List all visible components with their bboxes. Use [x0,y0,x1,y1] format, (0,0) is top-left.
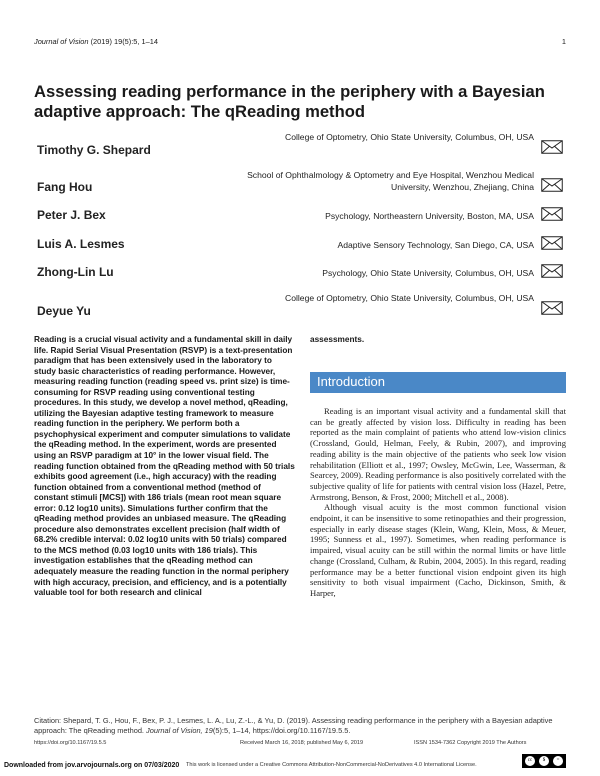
abstract-continuation: assessments. [310,335,365,344]
introduction-text [310,406,566,599]
issn: ISSN 1534-7362 Copyright 2019 The Authors [414,740,527,746]
license-text[interactable]: This work is licensed under a Creative Commons Attribution-NonCommercial-NoDerivatives 4.0 International License. [186,762,477,768]
envelope-icon[interactable] [541,236,563,250]
article-title: Assessing reading performance in the periphery with a Bayesian adaptive approach: The qReading method [34,82,545,121]
envelope-icon[interactable] [541,140,563,154]
envelope-icon[interactable] [541,178,563,192]
doi-link[interactable]: https://doi.org/10.1167/19.5.5 [34,740,107,746]
author-affiliation: Psychology, Northeastern University, Boston, MA, USA [325,211,534,221]
envelope-icon[interactable] [541,264,563,278]
citation-suffix: (5):5, 1–14, https://doi.org/10.1167/19.5.5. [212,725,351,735]
envelope-icon[interactable] [541,301,563,315]
author-affiliation: School of Ophthalmology & Optometry and Eye Hospital, Wenzhou Medical University, Wenzhou, Zhejiang, China [247,170,534,192]
author-name: Deyue Yu [37,304,91,318]
author-affiliation: Adaptive Sensory Technology, San Diego, CA, USA [337,240,534,250]
citation [34,716,574,735]
journal-issue: (2019) 19(5):5, 1–14 [88,37,158,46]
citation-journal: Journal of Vision, 19 [146,725,213,735]
paragraph: Reading is an important visual activity and a fundamental skill that can be greatly affected by vision loss. Difficulty in reading has been reported as the main complaint of patients who attend low-vision clinics (Crossland, Gould, Helman, Feely, & Rubin, 2007), and improving reading ability is the main objective of the patients who seek low vision rehabilitation (Elliott et al., 1997; Owsley, McGwin, Lee, Wasserman, & Searcey, 2009). Reading performance is also positively correlated with the subjective quality of life for patients with central vision loss (Hazel, Petre, Armstrong, Benson, & Frost, 2000; Mitchell et al., 2008). [310,406,566,502]
author-name: Luis A. Lesmes [37,237,125,251]
author-name: Zhong-Lin Lu [37,265,114,279]
author-name: Peter J. Bex [37,208,106,222]
paragraph: Although visual acuity is the most common functional vision endpoint, it can be insensitive to some retinopathies and their progression, especially in early disease stages (Klein, Wang, Klein, Moss, & Meuer, 1995; Sunness et al., 1997). Sometimes, when reading performance is impaired, visual acuity can be still within the normal limits or have little change (Crossland, Culham, & Rubin, 2004, 2005). In this regard, reading performance may be a better functional vision endpoint given its high sensitivity to both visual impairment (Cacho, Dickinson, Smith, & Harper, [310,502,566,598]
journal-name: Journal of Vision [34,37,89,46]
author-name: Fang Hou [37,180,93,194]
download-notice: Downloaded from jov.arvojournals.org on 07/03/2020 [4,762,180,769]
author-affiliation: Psychology, Ohio State University, Columbus, OH, USA [322,268,534,278]
author-affiliation: College of Optometry, Ohio State University, Columbus, OH, USA [285,293,534,303]
section-heading: Introduction [317,374,385,389]
author-affiliation: College of Optometry, Ohio State University, Columbus, OH, USA [285,132,534,142]
journal-header [34,37,158,46]
page-number: 1 [561,37,566,46]
abstract: Reading is a crucial visual activity and a fundamental skill in daily life. Rapid Serial Visual Presentation (RSVP) is a text-presentation paradigm that has been extensively used in the laboratory to study basic characteristics of reading performance. However, measuring reading function (reading speed vs. print size) is time-consuming for RSVP reading using conventional testing procedures. In this study, we develop a novel method, qReading, utilizing the Bayesian adaptive testing framework to measure reading function in the periphery. We perform both a psychophysical experiment and computer simulations to validate the qReading method. In the experiment, words are presented using an RSVP paradigm at 10° in the lower visual field. The reading function obtained from the qReading method with 50 trials exhibits good agreement (i.e., high accuracy) with the reading function obtained from a conventional method (method of constant stimuli [MCS]) with 186 trials (mean root mean square error: 0.12 log10 units). Simulations further confirm that the qReading method provides an unbiased measure. The qReading procedure also demonstrates excellent precision (half width of 68.2% credible interval: 0.02 log10 units with 50 trials) compared to the MCS method (0.03 log10 units with 186 trials). This investigation establishes that the qReading method can adequately measure the reading function in the normal periphery with high accuracy, precision, and efficiency, and is a potentially valuable tool for both research and clinical [34,335,295,598]
received-date: Received March 16, 2018; published May 6, 2019 [240,740,364,746]
cc-by-nc-nd-icon[interactable]: cc $ = [522,754,566,768]
author-name: Timothy G. Shepard [37,143,151,157]
envelope-icon[interactable] [541,207,563,221]
citation-text: Citation: Shepard, T. G., Hou, F., Bex, P. J., Lesmes, L. A., Lu, Z.-L., & Yu, D. (2019). Assessing reading performance in the periphery with a Bayesian adaptive approach: The qReading method. [34,716,553,735]
